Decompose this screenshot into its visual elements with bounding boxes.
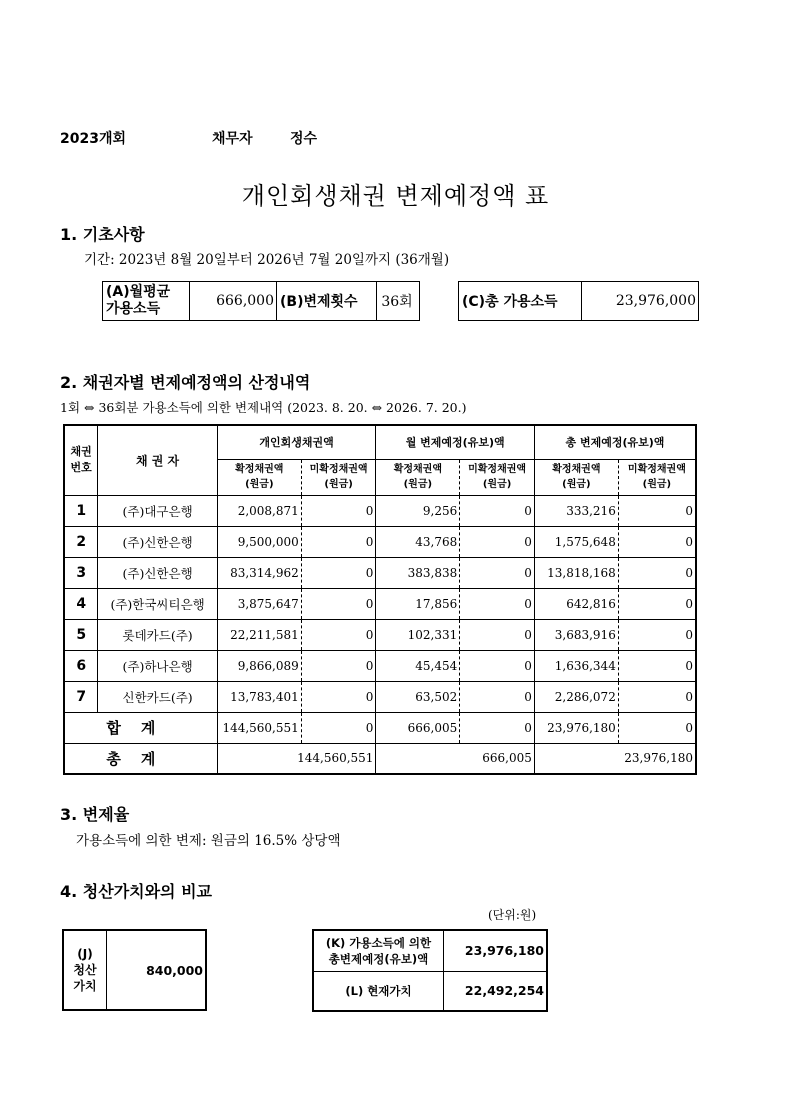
total-confirmed: 13,818,168: [534, 557, 618, 588]
monthly-confirmed: 45,454: [376, 650, 460, 681]
row-number: 5: [64, 619, 98, 650]
page-title: 개인회생채권 변제예정액 표: [241, 182, 550, 210]
monthly-unconfirmed: 0: [460, 495, 535, 526]
sub-confirmed-1-label: 확정채권액: [235, 464, 284, 475]
total-confirmed: 2,286,072: [534, 681, 618, 712]
creditor-name: (주)대구은행: [98, 495, 217, 526]
claim-confirmed: 22,211,581: [217, 619, 301, 650]
subtotal-c2: 666,005: [376, 712, 460, 743]
creditor-name: 롯데카드(주): [98, 619, 217, 650]
box-c-label: (C)총 가용소득: [459, 282, 582, 321]
box-c-value: 23,976,000: [582, 282, 699, 321]
claim-unconfirmed: 0: [301, 619, 376, 650]
claim-unconfirmed: 0: [301, 526, 376, 557]
monthly-unconfirmed: 0: [460, 526, 535, 557]
sub-unconfirmed-2-label: 미확정채권액: [468, 464, 527, 475]
claim-confirmed: 9,866,089: [217, 650, 301, 681]
grand-total-2: 666,005: [376, 743, 534, 774]
total-confirmed: 3,683,916: [534, 619, 618, 650]
total-unconfirmed: 0: [618, 526, 696, 557]
subtotal-c1: 144,560,551: [217, 712, 301, 743]
grand-total-1: 144,560,551: [217, 743, 376, 774]
box-b-label: (B)변제횟수: [277, 282, 377, 321]
col-no-header-line1: 채권: [70, 445, 92, 459]
subtotal-u2: 0: [460, 712, 535, 743]
row-number: 7: [64, 681, 98, 712]
claim-unconfirmed: 0: [301, 588, 376, 619]
total-unconfirmed: 0: [618, 588, 696, 619]
creditor-name: (주)신한은행: [98, 557, 217, 588]
creditor-name: 신한카드(주): [98, 681, 217, 712]
row-number: 2: [64, 526, 98, 557]
total-confirmed: 1,636,344: [534, 650, 618, 681]
grand-total-label: 총계: [64, 743, 217, 774]
row-number: 3: [64, 557, 98, 588]
creditor-name: (주)신한은행: [98, 526, 217, 557]
total-confirmed: 642,816: [534, 588, 618, 619]
debtor-label: 채무자: [212, 131, 253, 147]
debtor-name: 정수: [290, 131, 318, 147]
table-row: [64, 588, 696, 619]
sub-confirmed-1: [217, 459, 301, 495]
total-confirmed: 1,575,648: [534, 526, 618, 557]
section1-heading: 1. 기초사항: [60, 225, 145, 244]
sub-principal: (원금): [642, 479, 672, 490]
table-row: [64, 526, 696, 557]
claim-unconfirmed: 0: [301, 557, 376, 588]
claim-unconfirmed: 0: [301, 650, 376, 681]
subtotal-label: 합계: [64, 712, 217, 743]
table-row: [64, 681, 696, 712]
period-text: 기간: 2023년 8월 20일부터 2026년 7월 20일까지 (36개월): [84, 252, 450, 268]
row-number: 6: [64, 650, 98, 681]
sub-principal: (원금): [403, 479, 433, 490]
k-value: 23,976,180: [444, 930, 548, 971]
summary-box-c: [458, 281, 699, 321]
liquidation-value-box: [62, 929, 207, 1011]
sub-unconfirmed-3-label: 미확정채권액: [627, 464, 686, 475]
monthly-unconfirmed: 0: [460, 681, 535, 712]
sub-unconfirmed-1: [301, 459, 376, 495]
creditor-name: (주)하나은행: [98, 650, 217, 681]
table-row: [64, 619, 696, 650]
sub-confirmed-2-label: 확정채권액: [393, 464, 442, 475]
sub-unconfirmed-2: [460, 459, 535, 495]
monthly-confirmed: 9,256: [376, 495, 460, 526]
row-number: 1: [64, 495, 98, 526]
j-value: 840,000: [107, 930, 207, 1010]
k-label-line2: 총변제예정(유보)액: [328, 951, 429, 966]
total-unconfirmed: 0: [618, 681, 696, 712]
sub-principal: (원금): [245, 479, 274, 490]
subtotal-c3: 23,976,180: [534, 712, 618, 743]
claim-unconfirmed: 0: [301, 495, 376, 526]
monthly-unconfirmed: 0: [460, 650, 535, 681]
box-a-label-line2: 가용소득: [106, 301, 161, 317]
row-number: 4: [64, 588, 98, 619]
summary-box-ab: [102, 281, 420, 321]
section4-heading: 4. 청산가치와의 비교: [60, 882, 212, 901]
total-unconfirmed: 0: [618, 557, 696, 588]
l-value: 22,492,254: [444, 971, 548, 1011]
k-label-line1: (K) 가용소득에 의한: [325, 935, 432, 950]
sub-principal: (원금): [482, 479, 512, 490]
monthly-unconfirmed: 0: [460, 619, 535, 650]
comparison-box: [312, 929, 548, 1012]
creditor-name: (주)한국씨티은행: [98, 588, 217, 619]
monthly-confirmed: 17,856: [376, 588, 460, 619]
claim-confirmed: 2,008,871: [217, 495, 301, 526]
sub-unconfirmed-3: [618, 459, 696, 495]
j-label-line1: (J): [77, 947, 93, 961]
total-unconfirmed: 0: [618, 619, 696, 650]
table-row: [64, 557, 696, 588]
box-a-label: [103, 282, 190, 321]
box-b-value: 36회: [377, 282, 420, 321]
grand-total-3: 23,976,180: [534, 743, 696, 774]
sub-confirmed-3: [534, 459, 618, 495]
col-creditor-header: 채 권 자: [98, 425, 217, 495]
j-label-line3: 가치: [73, 979, 97, 993]
monthly-unconfirmed: 0: [460, 588, 535, 619]
group3-header: 총 변제예정(유보)액: [534, 425, 696, 459]
section3-heading: 3. 변제율: [60, 805, 130, 824]
box-a-value: 666,000: [190, 282, 277, 321]
total-unconfirmed: 0: [618, 650, 696, 681]
group2-header: 월 변제예정(유보)액: [376, 425, 534, 459]
monthly-confirmed: 383,838: [376, 557, 460, 588]
subtotal-u3: 0: [618, 712, 696, 743]
sub-unconfirmed-1-label: 미확정채권액: [309, 464, 368, 475]
j-label: [63, 930, 107, 1010]
col-no-header: [64, 425, 98, 495]
claim-confirmed: 83,314,962: [217, 557, 301, 588]
sub-confirmed-2: [376, 459, 460, 495]
col-no-header-line2: 번호: [70, 461, 92, 475]
group1-header: 개인회생채권액: [217, 425, 376, 459]
sub-principal: (원금): [562, 479, 591, 490]
round-label: 2023개회: [60, 131, 127, 147]
total-unconfirmed: 0: [618, 495, 696, 526]
monthly-confirmed: 102,331: [376, 619, 460, 650]
subtotal-u1: 0: [301, 712, 376, 743]
monthly-unconfirmed: 0: [460, 557, 535, 588]
total-confirmed: 333,216: [534, 495, 618, 526]
table-row: [64, 495, 696, 526]
section2-heading: 2. 채권자별 변제예정액의 산정내역: [60, 373, 311, 392]
table-row: [64, 650, 696, 681]
claim-confirmed: 9,500,000: [217, 526, 301, 557]
repayment-rate-text: 가용소득에 의한 변제: 원금의 16.5% 상당액: [76, 833, 341, 849]
creditor-table: [63, 424, 697, 775]
monthly-confirmed: 43,768: [376, 526, 460, 557]
claim-confirmed: 3,875,647: [217, 588, 301, 619]
sub-principal: (원금): [324, 479, 353, 490]
box-a-label-line1: (A)월평균: [106, 284, 171, 300]
monthly-confirmed: 63,502: [376, 681, 460, 712]
claim-unconfirmed: 0: [301, 681, 376, 712]
sub-confirmed-3-label: 확정채권액: [552, 464, 601, 475]
section2-subtitle: 1회 ⇔ 36회분 가용소득에 의한 변제내역 (2023. 8. 20. ⇔ 2026. 7. 20.): [60, 400, 467, 415]
j-label-line2: 청산: [73, 963, 97, 977]
l-label: (L) 현재가치: [313, 971, 444, 1011]
unit-label: (단위:원): [488, 908, 537, 922]
claim-confirmed: 13,783,401: [217, 681, 301, 712]
k-label: [313, 930, 444, 971]
